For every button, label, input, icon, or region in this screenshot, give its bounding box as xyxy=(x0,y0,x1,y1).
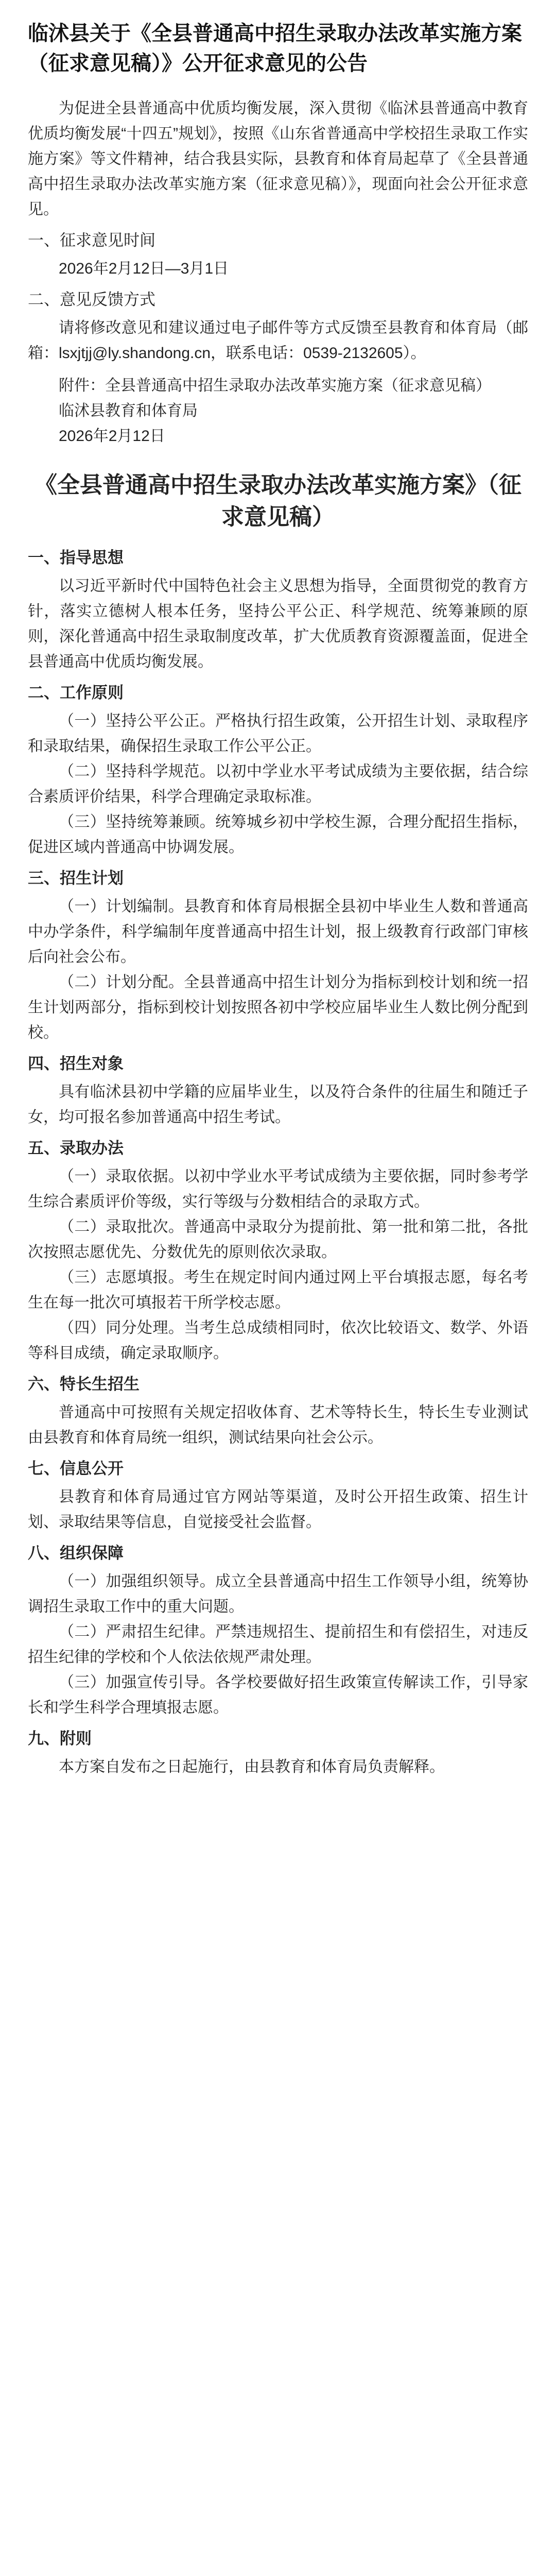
doc-section-heading: 七、信息公开 xyxy=(28,1460,124,1478)
doc-paragraph: 本方案自发布之日起施行，由县教育和体育局负责解释。 xyxy=(59,1758,445,1775)
doc-paragraph: （三）志愿填报。考生在规定时间内通过网上平台填报志愿，每名考生在每一批次可填报若干所学校志愿。 xyxy=(28,1269,528,1311)
doc-section-heading: 九、附则 xyxy=(28,1730,92,1748)
attachment-note: 附件：全县普通高中招生录取办法改革实施方案（征求意见稿） xyxy=(59,377,491,394)
doc-section-heading: 四、招生对象 xyxy=(28,1055,124,1073)
notice-section-text: 2026年2月12日—3月1日 xyxy=(59,260,229,277)
notice-sections xyxy=(28,227,528,366)
doc-paragraph: （一）录取依据。以初中学业水平考试成绩为主要依据，同时参考学生综合素质评价等级，实行等级与分数相结合的录取方式。 xyxy=(28,1168,528,1210)
doc-section-heading: 八、组织保障 xyxy=(28,1544,124,1562)
doc-paragraph: （一）计划编制。县教育和体育局根据全县初中毕业生人数和普通高中办学条件，科学编制年度普通高中招生计划，报上级教育行政部门审核后向社会公布。 xyxy=(28,898,528,965)
notice-section-text: 请将修改意见和建议通过电子邮件等方式反馈至县教育和体育局（邮箱：lsxjtjj@ly.shandong.cn，联系电话：0539-2132605）。 xyxy=(28,319,528,362)
doc-paragraph: 普通高中可按照有关规定招收体育、艺术等特长生，特长生专业测试由县教育和体育局统一组织，测试结果向社会公示。 xyxy=(28,1404,528,1446)
notice-section-head: 二、意见反馈方式 xyxy=(28,291,155,309)
publisher: 临沭县教育和体育局 xyxy=(59,402,198,419)
doc-section-heading: 三、招生计划 xyxy=(28,869,124,887)
doc-section-heading: 一、指导思想 xyxy=(28,549,124,567)
doc-section-heading: 五、录取办法 xyxy=(28,1139,124,1157)
doc-paragraph: 县教育和体育局通过官方网站等渠道，及时公开招生政策、招生计划、录取结果等信息，自觉接受社会监督。 xyxy=(28,1488,528,1531)
doc-section-heading: 六、特长生招生 xyxy=(28,1375,140,1393)
doc-paragraph: （一）坚持公平公正。严格执行招生政策，公开招生计划、录取程序和录取结果，确保招生录取工作公平公正。 xyxy=(28,713,528,755)
doc-paragraph: （三）坚持统筹兼顾。统筹城乡初中学校生源，合理分配招生指标，促进区域内普通高中协调发展。 xyxy=(28,814,528,856)
document-title: 《全县普通高中招生录取办法改革实施方案》（征求意见稿） xyxy=(34,472,522,530)
doc-paragraph: （三）加强宣传引导。各学校要做好招生政策宣传解读工作，引导家长和学生科学合理填报志愿。 xyxy=(28,1674,528,1716)
doc-paragraph: （二）录取批次。普通高中录取分为提前批、第一批和第二批，各批次按照志愿优先、分数优先的原则依次录取。 xyxy=(28,1218,528,1261)
intro-paragraph: 为促进全县普通高中优质均衡发展，深入贯彻《临沭县普通高中教育优质均衡发展“十四五”规划》，按照《山东省普通高中学校招生录取工作实施方案》等文件精神，结合我县实际，县教育和体育局起草了《全县普通高中招生录取办法改革实施方案（征求意见稿）》，现面向社会公开征求意见。 xyxy=(28,100,528,218)
doc-paragraph: 以习近平新时代中国特色社会主义思想为指导，全面贯彻党的教育方针，落实立德树人根本任务，坚持公平公正、科学规范、统筹兼顾的原则，深化普通高中招生录取制度改革，扩大优质教育资源覆盖面，促进全县普通高中优质均衡发展。 xyxy=(28,578,528,670)
page-title: 临沭县关于《全县普通高中招生录取办法改革实施方案（征求意见稿）》公开征求意见的公告 xyxy=(28,22,522,75)
doc-paragraph: （一）加强组织领导。成立全县普通高中招生工作领导小组，统筹协调招生录取工作中的重大问题。 xyxy=(28,1573,528,1615)
doc-paragraph: （二）计划分配。全县普通高中招生计划分为指标到校计划和统一招生计划两部分，指标到校计划按照各初中学校应届毕业生人数比例分配到校。 xyxy=(28,974,528,1041)
doc-paragraph: 具有临沭县初中学籍的应届毕业生，以及符合条件的往届生和随迁子女，均可报名参加普通高中招生考试。 xyxy=(28,1083,528,1126)
publish-date: 2026年2月12日 xyxy=(59,428,165,445)
doc-paragraph: （二）严肃招生纪律。严禁违规招生、提前招生和有偿招生，对违反招生纪律的学校和个人依法依规严肃处理。 xyxy=(28,1623,528,1666)
doc-section-heading: 二、工作原则 xyxy=(28,684,124,702)
document-body xyxy=(28,545,528,1780)
doc-paragraph: （四）同分处理。当考生总成绩相同时，依次比较语文、数学、外语等科目成绩，确定录取顺序。 xyxy=(28,1319,528,1362)
notice-section-head: 一、征求意见时间 xyxy=(28,231,155,249)
doc-paragraph: （二）坚持科学规范。以初中学业水平考试成绩为主要依据，结合综合素质评价结果，科学合理确定录取标准。 xyxy=(28,763,528,805)
